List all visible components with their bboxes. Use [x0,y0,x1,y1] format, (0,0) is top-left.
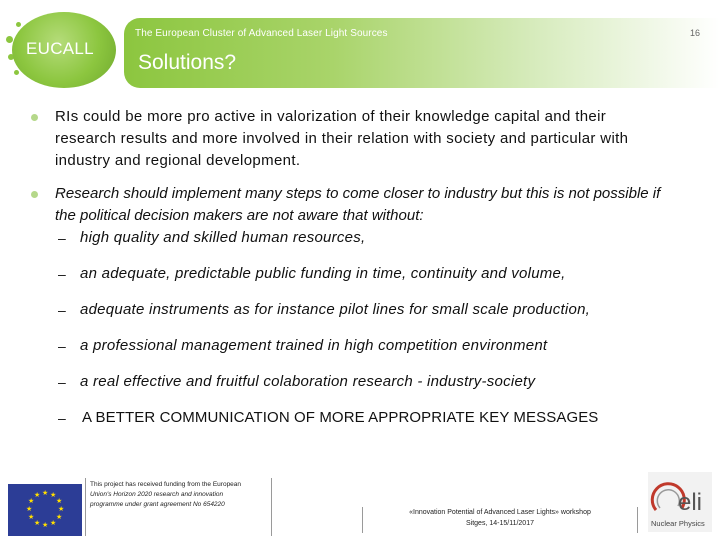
eli-subtext: Nuclear Physics [651,519,705,528]
star-icon: ★ [26,506,33,513]
funding-line: This project has received funding from the European [90,481,242,488]
funding-line: programme under grant agreement No 654220 [90,501,225,508]
sub-item-text: high quality and skilled human resources, [80,229,366,246]
eli-text: eli [678,489,703,516]
star-icon: ★ [42,490,49,497]
event-title: «Innovation Potential of Advanced Laser Lights» workshop [409,509,591,516]
star-icon: ★ [50,520,57,527]
eli-np-logo [648,472,712,532]
sub-list-item [30,263,670,285]
bullet-dot-icon [31,191,38,198]
event-info [362,507,638,533]
dash-marker: – [58,410,66,426]
sub-item-text: a real effective and fruitful colaboration research - industry-society [80,373,536,390]
sub-list-item [30,227,670,249]
sub-list-item [30,299,670,321]
dash-marker: – [58,338,67,354]
slide-number: 16 [690,28,701,38]
funding-line: Union's Horizon 2020 research and innovation [90,491,224,498]
logo-dot [16,22,21,27]
eu-flag-icon [8,484,82,536]
logo-dot [14,70,19,75]
star-icon: ★ [42,522,49,529]
dash-marker: – [58,266,67,282]
star-icon: ★ [34,492,41,499]
header-subtitle: The European Cluster of Advanced Laser Light Sources [135,28,388,39]
funding-notice [85,478,272,536]
funding-text [90,480,266,510]
event-date: Sitges, 14-15/11/2017 [466,520,534,527]
dash-marker: – [58,230,67,246]
logo-text: EUCALL [26,39,94,58]
slide-content [30,106,670,429]
star-icon: ★ [56,514,63,521]
sub-list-item [30,335,670,357]
bullet-dot-icon [31,114,38,121]
page-title: Solutions? [138,51,237,74]
sub-item-text: A BETTER COMMUNICATION OF MORE APPROPRIATE KEY MESSAGES [82,409,599,426]
star-icon: ★ [56,498,63,505]
bullet-text: Research should implement many steps to come closer to industry but this is not possible if the political decision makers are not aware that without: [55,185,661,224]
bullet-item [30,106,670,172]
eli-logo-graphic [648,472,712,532]
sub-item-text: a professional management trained in high competition environment [80,337,548,354]
star-icon: ★ [34,520,41,527]
bullet-text: RIs could be more pro active in valorization of their knowledge capital and their research results and more involved in their relation with society and particular with industry and regional development. [55,108,629,169]
dash-marker: – [58,374,67,390]
sub-item-text: an adequate, predictable public funding in time, continuity and volume, [80,265,566,282]
sub-list-item [30,371,670,393]
dash-marker: – [58,302,67,318]
star-icon: ★ [28,498,35,505]
star-icon: ★ [28,514,35,521]
bullet-item [30,183,670,227]
star-icon: ★ [58,506,65,513]
sub-item-text: adequate instruments as for instance pilot lines for small scale production, [80,301,591,318]
star-icon: ★ [50,492,57,499]
eucall-logo [4,8,116,94]
sub-list-item [30,407,670,429]
